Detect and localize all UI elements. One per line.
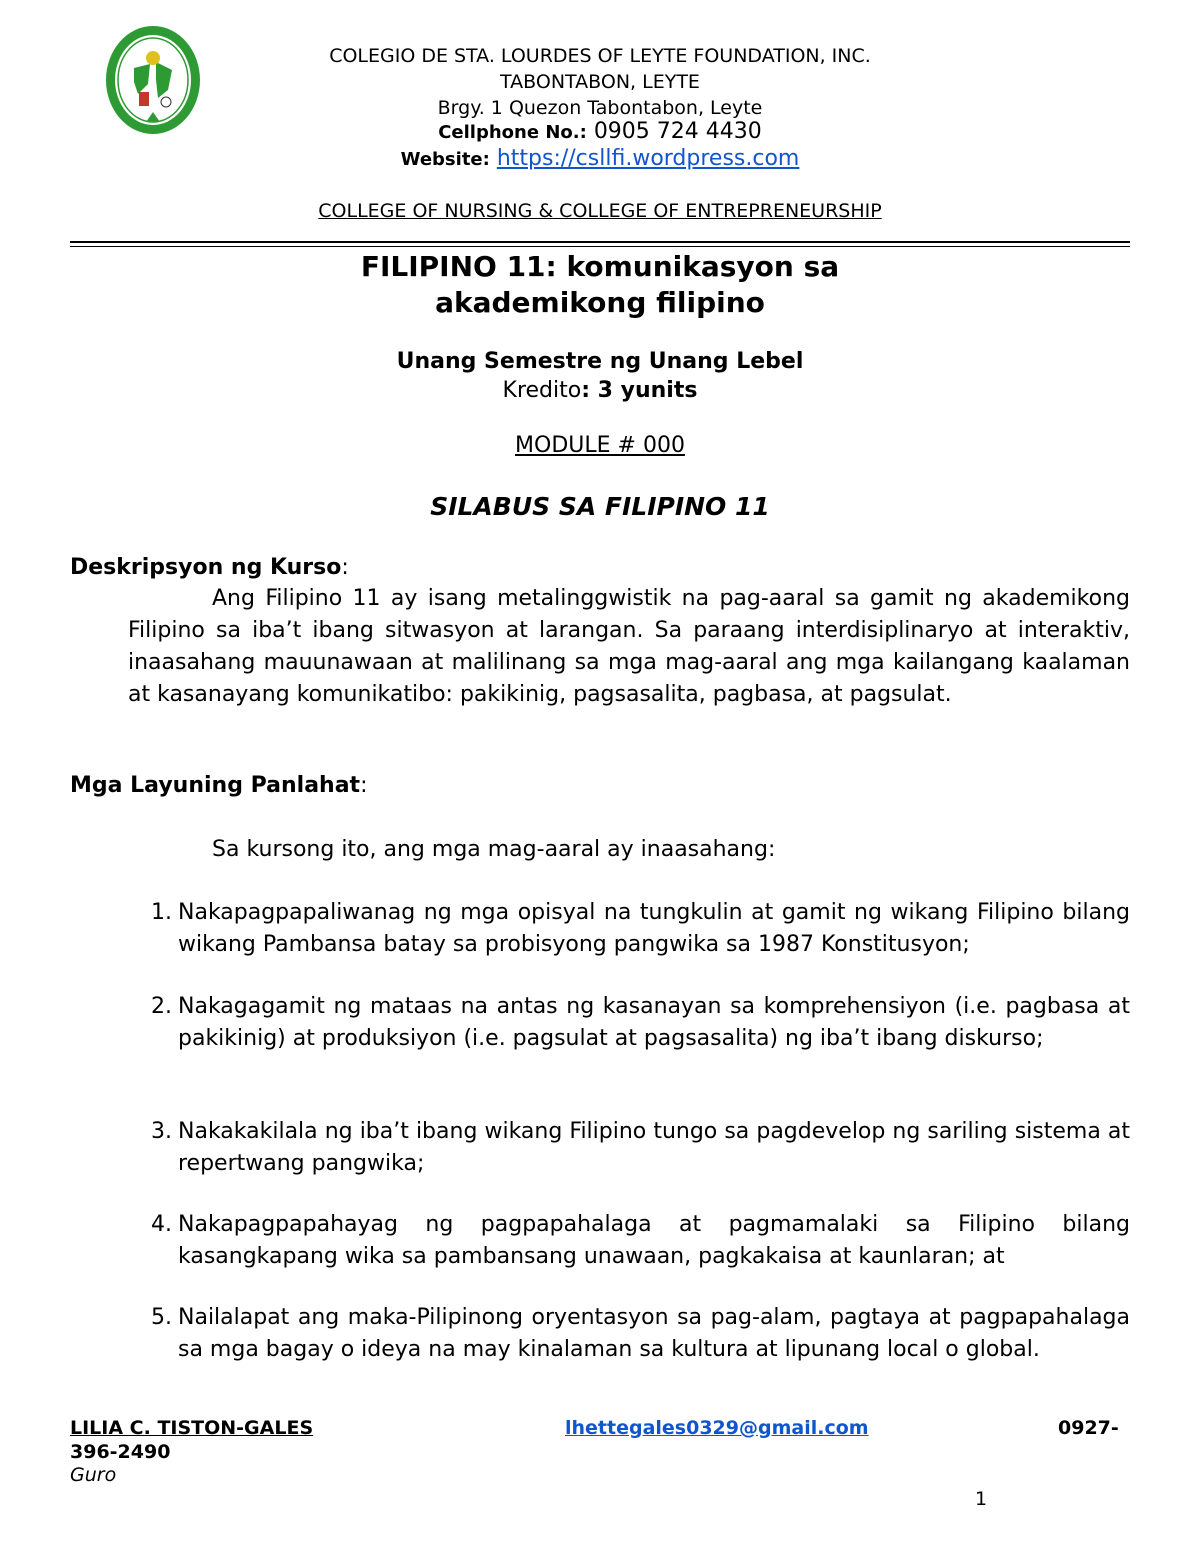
website-link[interactable]: https://csllfi.wordpress.com <box>496 146 800 171</box>
school-town: TABONTABON, LEYTE <box>500 71 700 93</box>
module-number: MODULE # 000 <box>515 433 685 458</box>
school-name: COLEGIO DE STA. LOURDES OF LEYTE FOUNDATION, INC. <box>329 45 871 67</box>
semester: Unang Semestre ng Unang Lebel <box>396 349 804 374</box>
footer-phone-part1: 0927- <box>1058 1417 1119 1439</box>
objectives-heading: Mga Layuning Panlahat <box>70 773 361 798</box>
list-item-number: 1. <box>151 900 172 925</box>
objectives-colon: : <box>360 773 368 798</box>
footer-email-link[interactable]: lhettegales0329@gmail.com <box>565 1417 869 1439</box>
course-title-line2: akademikong filipino <box>435 286 765 319</box>
list-item-number: 5. <box>151 1305 172 1330</box>
header-divider-thin <box>70 246 1130 247</box>
page-number: 1 <box>975 1488 988 1510</box>
syllabus-title: SILABUS SA FILIPINO 11 <box>430 492 770 521</box>
credit-value: : 3 yunits <box>581 378 698 403</box>
phone-line <box>0 118 1200 147</box>
list-item-text: Nakapagpapaliwanag ng mga opisyal na tungkulin at gamit ng wikang Filipino bilang wikang Pambansa batay sa probisyong pangwika sa 1987 Konstitusyon; <box>178 900 1130 957</box>
credit-label: Kredito <box>502 378 582 403</box>
footer-teacher <box>70 1416 313 1441</box>
list-item-text: Nailalapat ang maka-Pilipinong oryentasyon sa pag-alam, pagtaya at pagpapahalaga sa mga bagay o ideya na may kinalaman sa kultura at lipunang local o global. <box>178 1305 1130 1362</box>
course-title-line1: FILIPINO 11: komunikasyon sa <box>360 250 840 283</box>
description-text: Ang Filipino 11 ay isang metalinggwistik na pag-aaral sa gamit ng akademikong Filipino sa iba’t ibang sitwasyon at larangan. Sa paraang interdisiplinaryo at interaktiv, inaasahang mauunawaan at malilinang sa mga mag-aaral ang mga kailangang kaalaman at kasanayang komunikatibo: pakikinig, pagsasalita, pagbasa, at pagsulat. <box>128 586 1130 707</box>
description-heading-line <box>70 552 349 584</box>
list-item-number: 4. <box>151 1212 172 1237</box>
header-divider <box>70 241 1130 243</box>
phone-number: 0905 724 4430 <box>593 119 762 144</box>
credit-line <box>0 376 1200 406</box>
objectives-heading-line <box>70 770 367 802</box>
list-item-number: 2. <box>151 994 172 1019</box>
college-name: COLLEGE OF NURSING & COLLEGE OF ENTREPRENEURSHIP <box>318 200 882 222</box>
list-item-text: Nakagagamit ng mataas na antas ng kasanayan sa komprehensiyon (i.e. pagbasa at pakikinig) at produksiyon (i.e. pagsulat at pagsasalita) ng iba’t ibang diskurso; <box>178 994 1130 1051</box>
footer-role: Guro <box>70 1464 117 1486</box>
website-label: Website: <box>400 149 490 170</box>
website-line <box>0 145 1200 174</box>
description-heading: Deskripsyon ng Kurso <box>70 555 342 580</box>
description-colon: : <box>341 555 349 580</box>
school-address: Brgy. 1 Quezon Tabontabon, Leyte <box>437 97 763 119</box>
phone-label: Cellphone No.: <box>438 122 587 143</box>
list-item-number: 3. <box>151 1119 172 1144</box>
list-item-text: Nakakakilala ng iba’t ibang wikang Filipino tungo sa pagdevelop ng sariling sistema at repertwang pangwika; <box>178 1119 1130 1176</box>
teacher-name: LILIA C. TISTON-GALES <box>70 1417 314 1439</box>
list-item-text: Nakapagpapahayag ng pagpapahalaga at pagmamalaki sa Filipino bilang kasangkapang wika sa pambansang unawaan, pagkakaisa at kaunlaran; at <box>178 1212 1130 1269</box>
objectives-intro: Sa kursong ito, ang mga mag-aaral ay inaasahang: <box>212 837 776 862</box>
footer-phone-part2: 396-2490 <box>70 1441 171 1463</box>
